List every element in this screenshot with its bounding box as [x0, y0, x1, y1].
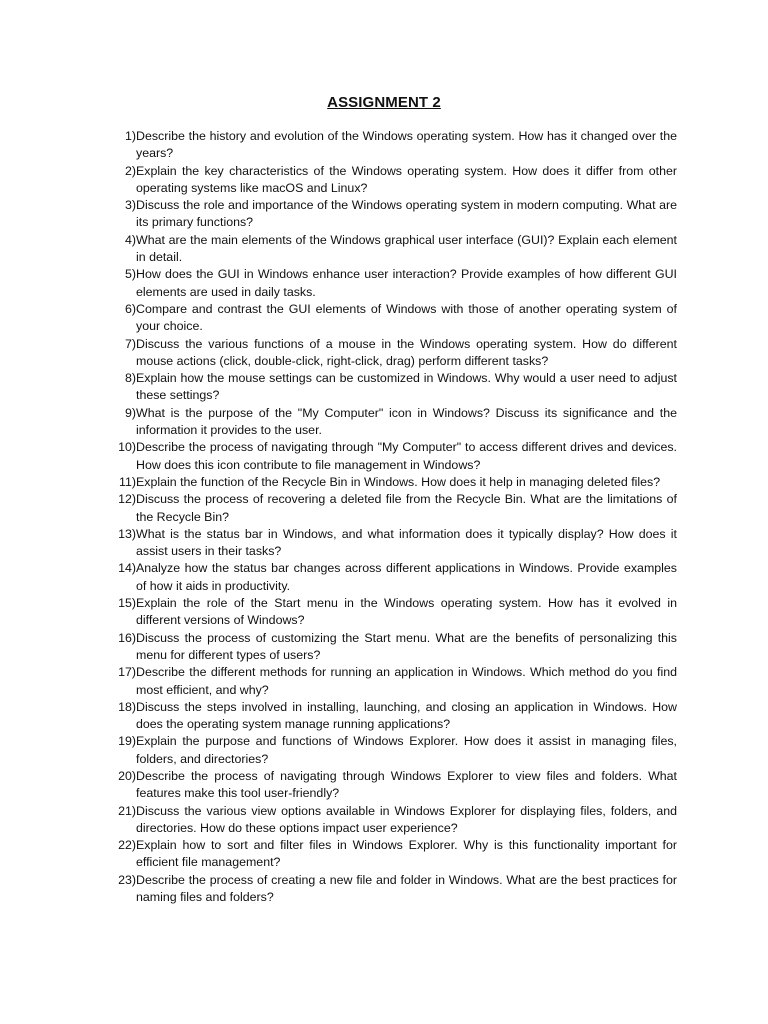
- item-number: 3): [124, 198, 136, 213]
- list-item: [106, 232, 677, 267]
- list-item: [106, 301, 677, 336]
- item-text: Describe the process of navigating through Windows Explorer to view files and folders. What features make this tool user-friendly?: [136, 768, 677, 801]
- item-number: 23): [118, 872, 136, 887]
- item-text: What is the status bar in Windows, and what information does it typically display? How does it assist users in their tasks?: [136, 526, 677, 559]
- question-list: [106, 128, 677, 906]
- list-item: [106, 768, 677, 803]
- item-text: Describe the process of navigating through "My Computer" to access different drives and devices. How does this icon contribute to file management in Windows?: [136, 440, 677, 472]
- list-item: [106, 405, 677, 440]
- item-number: 2): [124, 163, 136, 178]
- item-number: 21): [118, 803, 136, 818]
- list-item: [106, 197, 677, 232]
- item-number: 6): [124, 301, 136, 316]
- list-item: [106, 595, 677, 630]
- item-number: 9): [124, 405, 136, 420]
- item-number: 13): [118, 526, 136, 541]
- item-text: Explain the purpose and functions of Windows Explorer. How does it assist in managing files, folders, and directories?: [136, 734, 677, 766]
- item-text: Describe the different methods for running an application in Windows. Which method do you find most efficient, and why?: [136, 665, 677, 697]
- item-text: Explain how to sort and filter files in Windows Explorer. Why is this functionality important for efficient file management?: [136, 838, 677, 870]
- list-item: [106, 872, 677, 907]
- item-number: 18): [118, 699, 136, 714]
- item-number: 19): [118, 734, 136, 749]
- list-item: [106, 266, 677, 301]
- item-text: Compare and contrast the GUI elements of Windows with those of another operating system of your choice.: [136, 301, 677, 334]
- item-number: 4): [124, 232, 136, 247]
- list-item: [106, 163, 677, 198]
- item-number: 15): [118, 596, 136, 611]
- list-item: [106, 560, 677, 595]
- item-text: Explain the role of the Start menu in the Windows operating system. How has it evolved in different versions of Windows?: [136, 596, 677, 628]
- item-number: 17): [118, 665, 136, 680]
- list-item: [106, 733, 677, 768]
- item-text: Discuss the role and importance of the Windows operating system in modern computing. What are its primary functions?: [136, 198, 677, 230]
- item-number: 22): [118, 838, 136, 853]
- item-text: Describe the process of creating a new file and folder in Windows. What are the best practices for naming files and folders?: [136, 872, 677, 905]
- list-item: [106, 803, 677, 838]
- item-text: Discuss the process of recovering a deleted file from the Recycle Bin. What are the limitations of the Recycle Bin?: [136, 492, 677, 524]
- item-text: What is the purpose of the "My Computer" icon in Windows? Discuss its significance and the information it provides to the user.: [136, 405, 677, 438]
- item-text: Discuss the process of customizing the Start menu. What are the benefits of personalizing this menu for different types of users?: [136, 630, 677, 662]
- list-item: [106, 439, 677, 474]
- item-text: Explain the function of the Recycle Bin in Windows. How does it help in managing deleted files?: [136, 474, 661, 489]
- list-item: [106, 491, 677, 526]
- list-item: [106, 837, 677, 872]
- item-number: 16): [118, 630, 136, 645]
- list-item: [106, 370, 677, 405]
- item-text: Explain the key characteristics of the Windows operating system. How does it differ from other operating systems like macOS and Linux?: [136, 163, 677, 195]
- list-item: [106, 526, 677, 561]
- page-title: ASSIGNMENT 2: [327, 94, 441, 111]
- item-text: Analyze how the status bar changes across different applications in Windows. Provide examples of how it aids in productivity.: [136, 561, 677, 593]
- item-number: 7): [124, 336, 136, 351]
- item-text: Explain how the mouse settings can be customized in Windows. Why would a user need to adjust these settings?: [136, 371, 677, 403]
- list-item: [106, 474, 677, 491]
- item-text: Discuss the steps involved in installing, launching, and closing an application in Windows. How does the operating system manage running applications?: [136, 699, 677, 732]
- item-number: 1): [124, 129, 136, 143]
- item-number: 14): [118, 561, 136, 576]
- list-item: [106, 699, 677, 734]
- list-item: [106, 664, 677, 699]
- list-item: [106, 128, 677, 163]
- item-number: 12): [118, 492, 136, 507]
- item-text: Discuss the various functions of a mouse in the Windows operating system. How do different mouse actions (click, double-click, right-click, drag) perform different tasks?: [136, 336, 677, 368]
- item-number: 11): [119, 474, 136, 489]
- item-text: Discuss the various view options available in Windows Explorer for displaying files, folders, and directories. How do these options impact user experience?: [136, 803, 677, 835]
- item-number: 5): [124, 267, 136, 282]
- item-text: What are the main elements of the Windows graphical user interface (GUI)? Explain each element in detail.: [136, 232, 677, 265]
- list-item: [106, 630, 677, 665]
- item-text: Describe the history and evolution of the Windows operating system. How has it changed over the years?: [136, 129, 677, 161]
- item-number: 10): [118, 440, 136, 455]
- list-item: [106, 336, 677, 371]
- item-text: How does the GUI in Windows enhance user interaction? Provide examples of how different GUI elements are used in daily tasks.: [136, 267, 677, 299]
- item-number: 8): [124, 371, 136, 386]
- item-number: 20): [118, 768, 136, 783]
